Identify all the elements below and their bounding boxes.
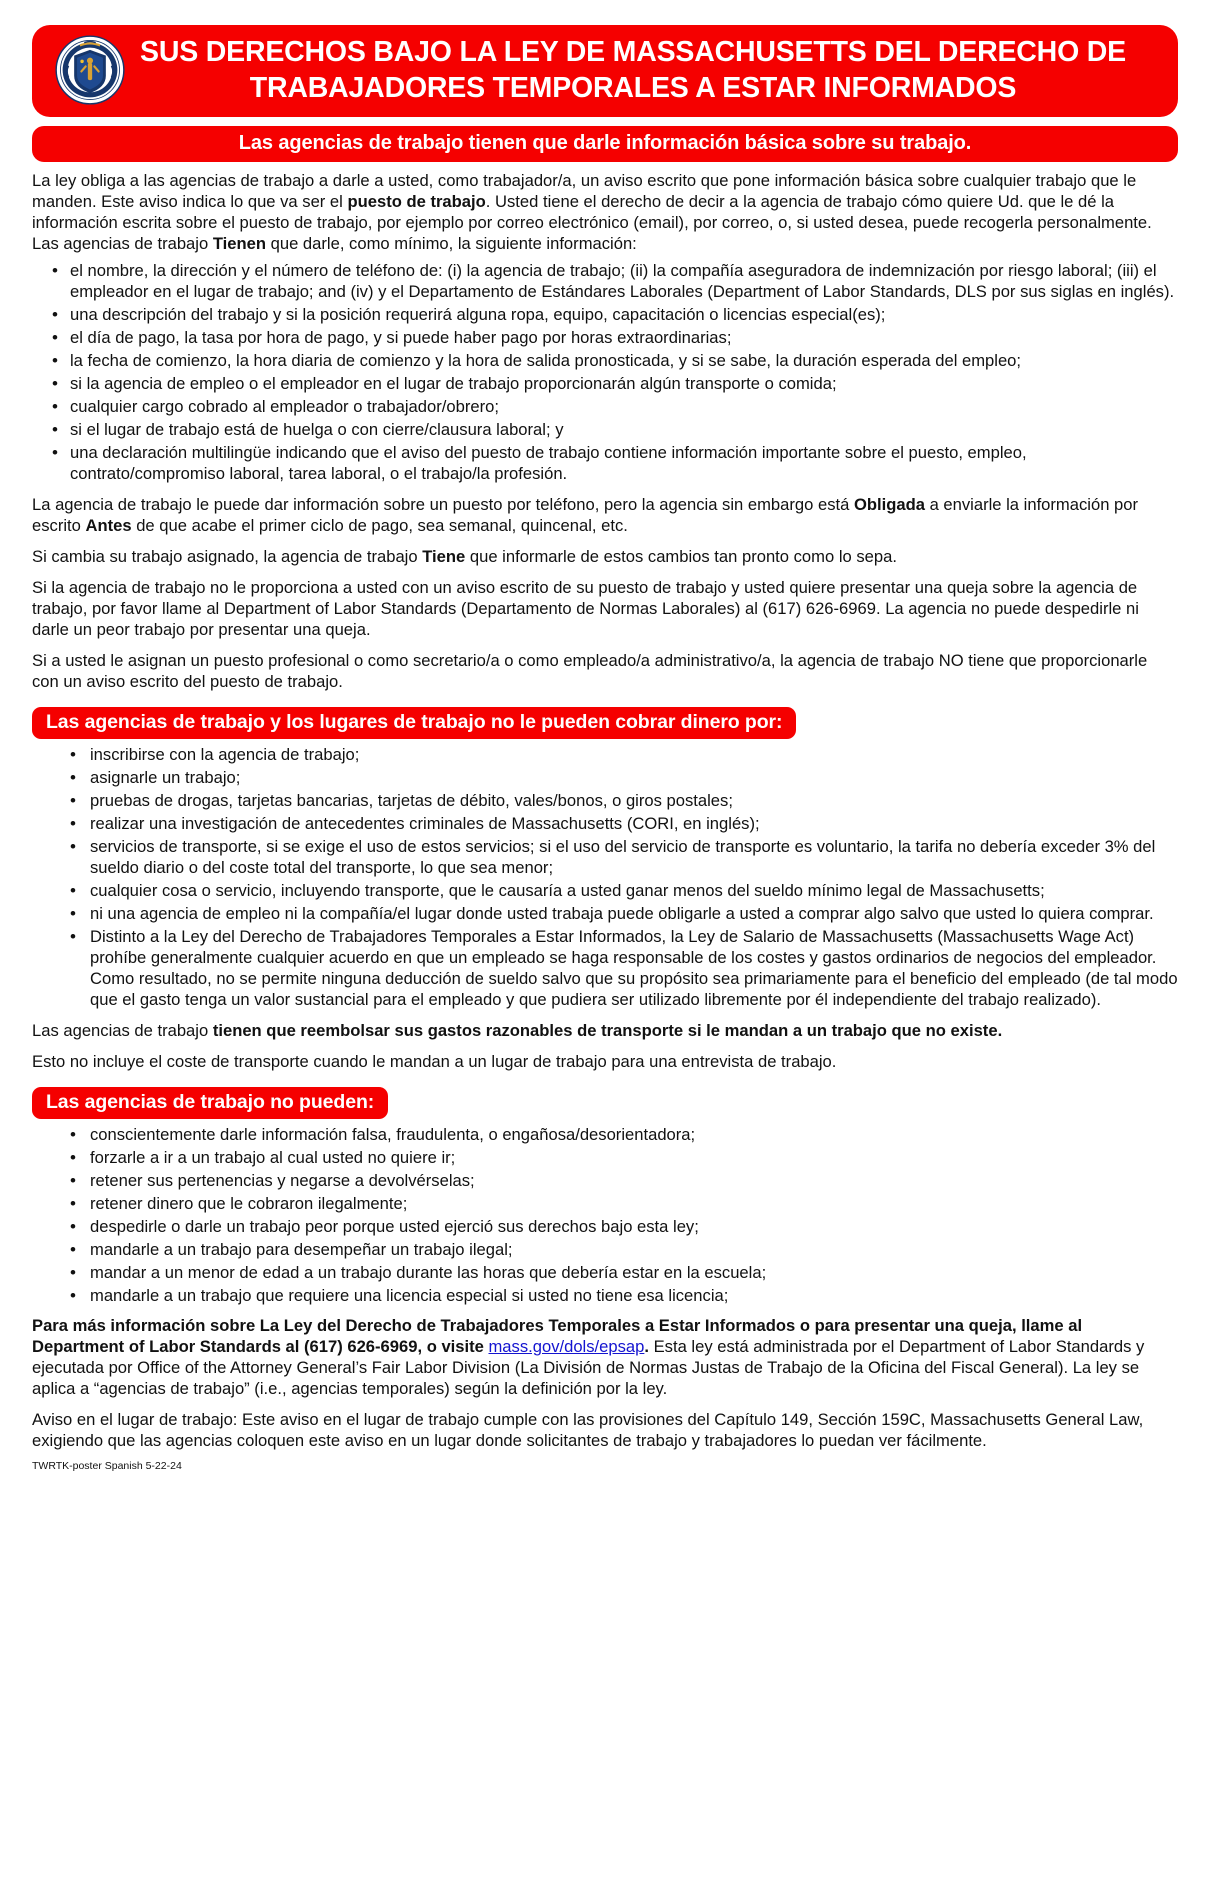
list-item: • ni una agencia de empleo ni la compañía/el lugar donde usted trabaja puede obligarle a usted a comprar algo salvo que usted lo quiera comprar. — [32, 904, 1178, 925]
p2-text-e: de que acabe el primer ciclo de pago, sea semanal, quincenal, etc. — [131, 515, 628, 535]
prohibited-actions-list — [32, 1125, 1178, 1307]
reimburse-text-a: Las agencias de trabajo — [32, 1020, 213, 1040]
complaint-paragraph: Si la agencia de trabajo no le proporciona a usted con un aviso escrito de su puesto de trabajo y usted quiere presentar una queja sobre la agencia de trabajo, por favor llame al Department of Labor Standards (Departamento de Normas Laborales) al (617) 626-6969. La agencia no puede despedirle ni darle un peor trabajo por presentar una queja. — [32, 577, 1139, 639]
reimbursement-paragraph — [32, 1021, 1178, 1042]
epsap-link[interactable]: mass.gov/dols/epsap — [488, 1337, 645, 1357]
list-item: • el nombre, la dirección y el número de teléfono de: (i) la agencia de trabajo; (ii) la compañía aseguradora de indemnización por riesgo laboral; (iii) el empleador en el lugar de trabajo; and (iv) y el Departamento de Estándares Laborales (Department of Labor Standards, DLS por sus siglas en inglés). — [32, 261, 1178, 303]
intro-paragraph — [32, 171, 1178, 255]
reimburse-bold: tienen que reembolsar sus gastos razonables de transporte si le mandan a un trabajo que no existe. — [212, 1020, 1003, 1040]
list-item: • despedirle o darle un trabajo peor porque usted ejerció sus derechos bajo esta ley; — [32, 1217, 1178, 1238]
list-item: • la fecha de comienzo, la hora diaria de comienzo y la hora de salida pronosticada, y si se sabe, la duración esperada del empleo; — [32, 351, 1178, 372]
workplace-notice-paragraph: Aviso en el lugar de trabajo: Este aviso en el lugar de trabajo cumple con las provisiones del Capítulo 149, Sección 159C, Massachusetts General Law, exigiendo que las agencias coloquen este aviso en un lugar donde solicitantes de trabajo y trabajadores lo puedan ver fácilmente. — [32, 1410, 1144, 1451]
intro-text-a: La ley obliga a las agencias de trabajo a darle a usted, como trabajador/a, un aviso escrito que pone información básica sobre cualquier trabajo que le manden. Este aviso indica lo que va ser el — [32, 171, 1137, 211]
cannot-heading-wrap — [32, 1087, 1178, 1119]
p3-bold-tiene: Tiene — [422, 546, 466, 566]
list-item: • conscientemente darle información falsa, fraudulenta, o engañosa/desorientadora; — [32, 1125, 1178, 1146]
list-item: • cualquier cosa o servicio, incluyendo transporte, que le causaría a usted ganar menos del sueldo mínimo legal de Massachusetts; — [32, 881, 1178, 902]
required-information-list — [32, 261, 1178, 485]
p3-text-c: que informarle de estos cambios tan pronto como lo sepa. — [465, 546, 897, 566]
more-information-paragraph — [32, 1316, 1178, 1400]
list-item: • retener dinero que le cobraron ilegalmente; — [32, 1194, 1178, 1215]
list-item: • si la agencia de empleo o el empleador en el lugar de trabajo proporcionarán algún transporte o comida; — [32, 374, 1178, 395]
list-item: • realizar una investigación de antecedentes criminales de Massachusetts (CORI, en inglés); — [32, 814, 1178, 835]
list-item: • forzarle a ir a un trabajo al cual usted no quiere ir; — [32, 1148, 1178, 1169]
list-item: • una descripción del trabajo y si la posición requerirá alguna ropa, equipo, capacitación o licencias especial(es); — [32, 305, 1178, 326]
phone-info-paragraph — [32, 495, 1178, 537]
document-code: TWRTK-poster Spanish 5-22-24 — [32, 1460, 182, 1472]
charges-heading-wrap — [32, 707, 1178, 739]
poster-title: SUS DERECHOS BAJO LA LEY DE MASSACHUSETTS DEL DERECHO DE TRABAJADORES TEMPORALES A ESTAR INFORMADOS — [140, 35, 1126, 104]
poster-page — [0, 25, 1210, 1894]
list-item: • asignarle un trabajo; — [32, 768, 1178, 789]
p2-text-a: La agencia de trabajo le puede dar información sobre un puesto por teléfono, pero la agencia sin embargo está — [32, 494, 854, 514]
list-item: • servicios de transporte, si se exige el uso de estos servicios; si el uso del servicio de transporte es voluntario, la tarifa no debería exceder 3% del sueldo diario o del coste total del transporte, lo que sea menor; — [32, 837, 1178, 879]
more-info-bold-period: . — [644, 1337, 649, 1357]
list-item: • mandar a un menor de edad a un trabajo durante las horas que debería estar en la escuela; — [32, 1263, 1178, 1284]
no-charge-list — [32, 745, 1178, 1011]
poster-content — [32, 171, 1178, 1473]
list-item: • inscribirse con la agencia de trabajo; — [32, 745, 1178, 766]
p2-bold-antes: Antes — [85, 515, 132, 535]
list-item: • retener sus pertenencias y negarse a devolvérselas; — [32, 1171, 1178, 1192]
p2-bold-obligada: Obligada — [853, 494, 925, 514]
list-item: • pruebas de drogas, tarjetas bancarias, tarjetas de débito, vales/bonos, o giros postales; — [32, 791, 1178, 812]
massachusetts-state-seal-icon — [54, 34, 126, 106]
section-heading-charges: Las agencias de trabajo y los lugares de trabajo no le pueden cobrar dinero por: — [32, 707, 796, 739]
more-info-bold-lead: Para más información sobre La Ley del Derecho de Trabajadores Temporales a Estar Informados o para presentar una queja, llame al Department of Labor Standards al (617) 626-6969, o visite — [32, 1316, 1083, 1357]
list-item: • si el lugar de trabajo está de huelga o con cierre/clausura laboral; y — [32, 420, 1178, 441]
list-item: • cualquier cargo cobrado al empleador o trabajador/obrero; — [32, 397, 1178, 418]
intro-text-e: que darle, como mínimo, la siguiente información: — [266, 233, 637, 253]
intro-text-c: . Usted tiene el derecho de decir a la agencia de trabajo cómo quiere Ud. que le dé la información escrita sobre el puesto de trabajo, por ejemplo por correo electrónico (email), por correo, o, si usted desea, puede recogerla personalmente. Las agencias de trabajo — [32, 191, 1152, 253]
p2-text-c: a enviarle la información por escrito — [32, 494, 1139, 535]
intro-bold-tienen: Tienen — [212, 233, 267, 253]
list-item: • mandarle a un trabajo que requiere una licencia especial si usted no tiene esa licencia; — [32, 1286, 1178, 1307]
job-change-paragraph — [32, 547, 1178, 568]
interview-transport-paragraph: Esto no incluye el coste de transporte cuando le mandan a un lugar de trabajo para una entrevista de trabajo. — [32, 1051, 837, 1071]
title-banner — [32, 25, 1178, 117]
professional-exemption-paragraph: Si a usted le asignan un puesto profesional o como secretario/a o como empleado/a administrativo/a, la agencia de trabajo NO tiene que proporcionarle con un aviso escrito del puesto de trabajo. — [32, 650, 1148, 691]
list-item: • una declaración multilingüe indicando que el aviso del puesto de trabajo contiene información importante sobre el puesto, empleo, contrato/compromiso laboral, tarea laboral, o el trabajo/la profesión. — [32, 443, 1178, 485]
intro-bold-puesto: puesto de trabajo — [347, 191, 486, 211]
p3-text-a: Si cambia su trabajo asignado, la agencia de trabajo — [32, 546, 423, 566]
list-item: • mandarle a un trabajo para desempeñar un trabajo ilegal; — [32, 1240, 1178, 1261]
list-item: • el día de pago, la tasa por hora de pago, y si puede haber pago por horas extraordinarias; — [32, 328, 1178, 349]
poster-subtitle-banner: Las agencias de trabajo tienen que darle información básica sobre su trabajo. — [32, 126, 1178, 162]
more-info-rest: Esta ley está administrada por el Department of Labor Standards y ejecutada por Office of the Attorney General’s Fair Labor Division (La División de Normas Justas de Trabajo de la Oficina del Fiscal General). La ley se aplica a “agencias de trabajo” (i.e., agencias temporales) según la definición por la ley. — [32, 1337, 1145, 1399]
list-item: • Distinto a la Ley del Derecho de Trabajadores Temporales a Estar Informados, la Ley de Salario de Massachusetts (Massachusetts Wage Act) prohíbe generalmente cualquier acuerdo en que un empleado se haga responsable de los costes y gastos ordinarios de negocios del empleador. Como resultado, no se permite ninguna deducción de sueldo salvo que su propósito sea primariamente para el beneficio del empleado (de tal modo que el gasto tenga un valor sustancial para el empleado y que pudiera ser utilizado libremente por él independiente del trabajo realizado). — [32, 927, 1178, 1011]
section-heading-cannot: Las agencias de trabajo no pueden: — [32, 1087, 388, 1119]
